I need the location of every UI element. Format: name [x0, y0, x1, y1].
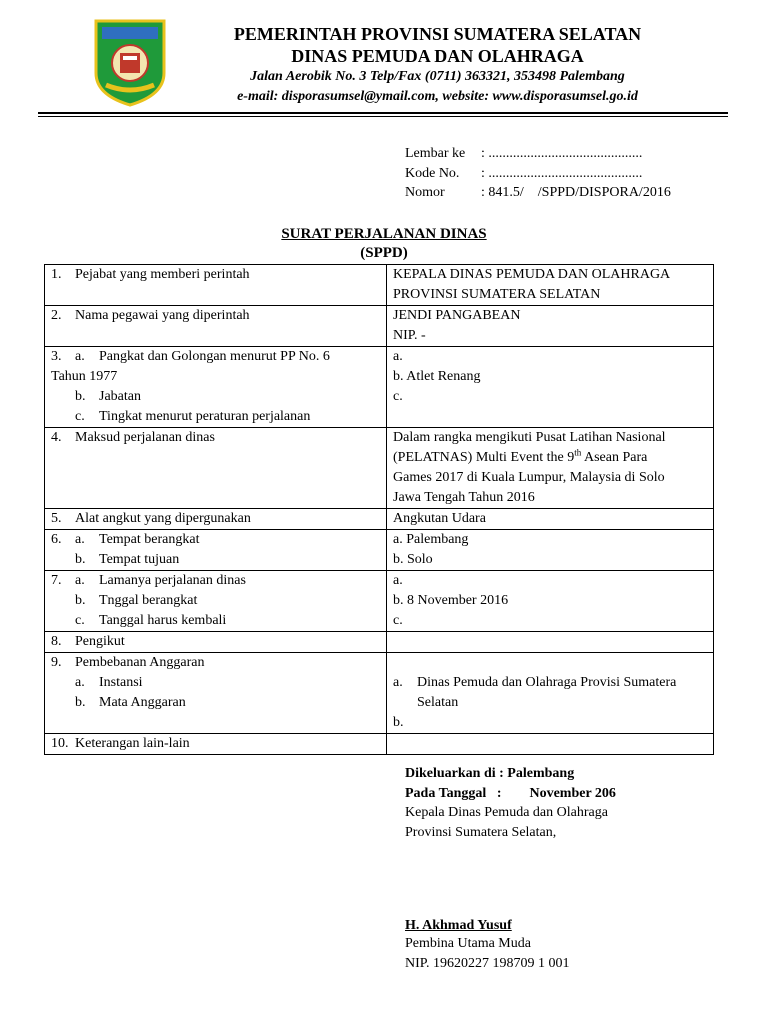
sppd-table [44, 264, 714, 755]
table-row [45, 265, 714, 306]
table-row [45, 347, 714, 428]
signer-nip: NIP. 19620227 198709 1 001 [405, 956, 570, 971]
table-row [45, 632, 714, 653]
row7-label-cell: 7. a. Lamanya perjalanan dinas b. Tnggal berangkat c. Tanggal harus kembali [45, 571, 387, 632]
table-row [45, 306, 714, 347]
ref-lembar-label: Lembar ke [405, 146, 466, 161]
row8-label-cell: 8. Pengikut [45, 632, 387, 653]
row4-label-cell: 4. Maksud perjalanan dinas [45, 428, 387, 509]
document-title: SURAT PERJALANAN DINAS [281, 226, 487, 242]
row10-label-cell: 10. Keterangan lain-lain [45, 734, 387, 755]
signer-position-line1: Kepala Dinas Pemuda dan Olahraga [405, 805, 608, 820]
row8-value-cell [387, 632, 714, 653]
table-row [45, 428, 714, 509]
letterhead-government: PEMERINTAH PROVINSI SUMATERA SELATAN [233, 24, 642, 44]
signer-rank: Pembina Utama Muda [405, 936, 531, 951]
ref-nomor [405, 185, 671, 201]
row9-value-cell: a. Dinas Pemuda dan Olahraga Provisi Sumatera Selatan b. [387, 653, 714, 734]
issued-date: Pada Tanggal : November 206 [405, 786, 616, 801]
issued-at: Dikeluarkan di : Palembang [405, 766, 575, 781]
row10-value-cell [387, 734, 714, 755]
letterhead-agency: DINAS PEMUDA DAN OLAHRAGA [291, 46, 584, 66]
row7-value-cell: a. b. 8 November 2016 c. [387, 571, 714, 632]
table-row [45, 530, 714, 571]
table-row [45, 509, 714, 530]
row1-label-cell: 1. Pejabat yang memberi perintah [45, 265, 387, 306]
signer-position-line2: Provinsi Sumatera Selatan, [405, 825, 557, 840]
letterhead-contact: e-mail: disporasumsel@ymail.com, website: www.disporasumsel.go.id [237, 89, 638, 104]
signer-name: H. Akhmad Yusuf [405, 918, 512, 933]
ref-lembar-value: : ............................................ [481, 146, 643, 161]
ref-kode-label: Kode No. [405, 166, 460, 181]
row2-value-cell: JENDI PANGABEAN NIP. - [387, 306, 714, 347]
ref-nomor-label: Nomor [405, 185, 445, 200]
row5-value-cell: Angkutan Udara [387, 509, 714, 530]
row3-value-cell: a. b. Atlet Renang c. [387, 347, 714, 428]
letterhead-rule-thin [38, 116, 728, 117]
table-row [45, 734, 714, 755]
row3-label-cell: 3. a. Pangkat dan Golongan menurut PP No. 6 Tahun 1977 b. Jabatan c. Tingkat menurut peraturan perjalanan [45, 347, 387, 428]
province-logo [92, 15, 168, 107]
letterhead-address: Jalan Aerobik No. 3 Telp/Fax (0711) 363321, 353498 Palembang [250, 69, 625, 84]
ref-lembar [405, 146, 642, 162]
letterhead-rule-thick [38, 112, 728, 114]
row5-label-cell: 5. Alat angkut yang dipergunakan [45, 509, 387, 530]
table-row [45, 653, 714, 734]
table-row [45, 571, 714, 632]
ref-kode-value: : ............................................ [481, 166, 643, 181]
document-subtitle: (SPPD) [360, 245, 408, 261]
ref-nomor-value: : 841.5/ /SPPD/DISPORA/2016 [481, 185, 671, 200]
row9-label-cell: 9. Pembebanan Anggaran a. Instansi b. Mata Anggaran [45, 653, 387, 734]
row6-value-cell: a. Palembang b. Solo [387, 530, 714, 571]
row6-label-cell: 6. a. Tempat berangkat b. Tempat tujuan [45, 530, 387, 571]
row1-value-cell: KEPALA DINAS PEMUDA DAN OLAHRAGA PROVINSI SUMATERA SELATAN [387, 265, 714, 306]
row2-label-cell: 2. Nama pegawai yang diperintah [45, 306, 387, 347]
ref-kode [405, 166, 642, 182]
row4-value-cell: Dalam rangka mengikuti Pusat Latihan Nasional (PELATNAS) Multi Event the 9th Asean Para Games 2017 di Kuala Lumpur, Malaysia di Solo Jawa Tengah Tahun 2016 [387, 428, 714, 509]
